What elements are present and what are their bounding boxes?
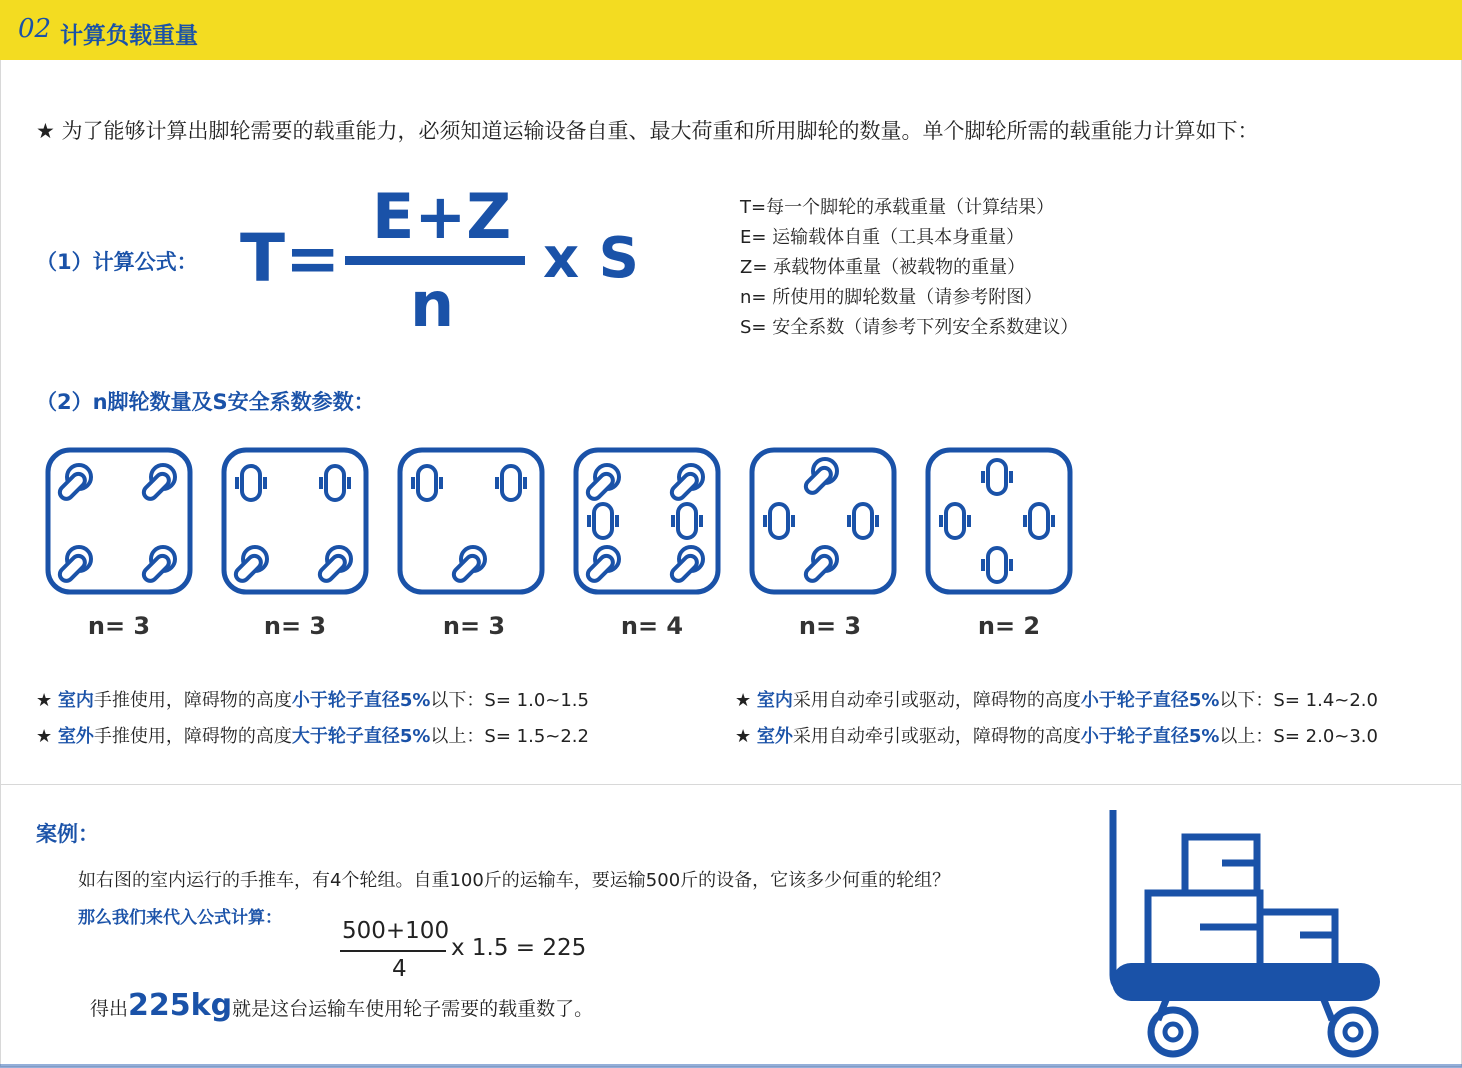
case-subtitle: 那么我们来代入公式计算：	[78, 908, 282, 928]
rule-factor: 以下：S= 1.4~2.0	[1219, 690, 1378, 711]
config-diagram-4	[573, 447, 721, 595]
n-label: n= 3	[87, 612, 151, 640]
result-suffix: 就是这台运输车使用轮子需要的载重数了。	[232, 998, 594, 1020]
rule-factor: 以上：S= 2.0~3.0	[1219, 726, 1378, 747]
case-result	[90, 988, 593, 1023]
fixed-caster-icon	[589, 504, 617, 538]
case-fraction-bar	[340, 950, 446, 952]
formula-numerator: E+Z	[372, 180, 512, 253]
rule-place: 室外	[57, 726, 94, 747]
rule-condition: 小于轮子直径5%	[291, 690, 431, 711]
rule-text: 手推使用，障碍物的高度	[93, 690, 292, 711]
case-denominator: 4	[392, 956, 407, 982]
rule-factor: 以下：S= 1.0~1.5	[430, 690, 589, 711]
n-label: n= 3	[442, 612, 506, 640]
rule-text: 采用自动牵引或驱动，障碍物的高度	[792, 690, 1081, 711]
rule-text: 采用自动牵引或驱动，障碍物的高度	[792, 726, 1081, 747]
section-divider	[0, 784, 1462, 785]
rule-condition: 小于轮子直径5%	[1080, 726, 1220, 747]
fixed-caster-icon	[983, 460, 1011, 494]
case-numerator: 500+100	[342, 918, 450, 944]
legend-item: T=每一个脚轮的承载重量（计算结果）	[740, 197, 1055, 218]
section-number: 02	[18, 14, 52, 44]
safety-rule	[735, 686, 1378, 712]
formula-lhs: T=	[240, 220, 341, 297]
fixed-caster-icon	[1025, 504, 1053, 538]
fixed-caster-icon	[673, 504, 701, 538]
config-diagram-2	[221, 447, 369, 595]
n-label: n= 3	[798, 612, 862, 640]
rule-place: 室内	[57, 690, 94, 711]
result-value: 225kg	[128, 988, 233, 1023]
formula-fraction-bar	[345, 256, 525, 265]
fixed-caster-icon	[413, 466, 441, 500]
safety-rule	[735, 722, 1378, 748]
hand-cart-illustration	[1100, 805, 1390, 1063]
legend-item: E= 运输载体自重（工具本身重量）	[740, 227, 1025, 248]
legend-item: S= 安全系数（请参考下列安全系数建议）	[740, 317, 1079, 338]
n-label: n= 4	[620, 612, 684, 640]
rule-condition: 小于轮子直径5%	[1080, 690, 1220, 711]
fixed-caster-icon	[941, 504, 969, 538]
star-icon: ★	[735, 690, 757, 711]
fixed-caster-icon	[765, 504, 793, 538]
star-icon: ★	[735, 726, 757, 747]
formula-multiplier: x S	[543, 226, 639, 291]
formula-label: （1）计算公式：	[36, 250, 198, 274]
rule-place: 室外	[756, 726, 793, 747]
case-title: 案例：	[36, 822, 99, 846]
n-label: n= 2	[977, 612, 1041, 640]
safety-rule	[36, 722, 589, 748]
result-prefix: 得出	[90, 998, 129, 1020]
rule-place: 室内	[756, 690, 793, 711]
case-calculation: x 1.5 = 225	[451, 935, 587, 961]
fixed-caster-icon	[849, 504, 877, 538]
star-icon: ★	[36, 690, 58, 711]
fixed-caster-icon	[983, 548, 1011, 582]
formula-denominator: n	[410, 268, 455, 341]
case-description: 如右图的室内运行的手推车，有4个轮组。自重100斤的运输车，要运输500斤的设备，它该多少何重的轮组？	[78, 870, 951, 891]
bottom-border	[0, 1064, 1462, 1068]
rule-factor: 以上：S= 1.5~2.2	[430, 726, 589, 747]
section-title: 计算负载重量	[60, 23, 198, 49]
rule-text: 手推使用，障碍物的高度	[93, 726, 292, 747]
safety-rule	[36, 686, 589, 712]
fixed-caster-icon	[497, 466, 525, 500]
fixed-caster-icon	[321, 466, 349, 500]
config-diagram-1	[45, 447, 193, 595]
legend-item: Z= 承载物体重量（被载物的重量）	[740, 257, 1026, 278]
config-diagram-3	[397, 447, 545, 595]
intro-text: ★ 为了能够计算出脚轮需要的载重能力，必须知道运输设备自重、最大荷重和所用脚轮的数量。单个脚轮所需的载重能力计算如下：	[36, 119, 1259, 143]
config-diagram-5	[749, 447, 897, 595]
n-label: n= 3	[263, 612, 327, 640]
params-label: （2）n脚轮数量及S安全系数参数：	[36, 390, 375, 414]
rule-condition: 大于轮子直径5%	[291, 726, 431, 747]
star-icon: ★	[36, 726, 58, 747]
section-header	[0, 0, 1462, 60]
legend-item: n= 所使用的脚轮数量（请参考附图）	[740, 287, 1043, 308]
config-diagram-6	[925, 447, 1073, 595]
fixed-caster-icon	[237, 466, 265, 500]
